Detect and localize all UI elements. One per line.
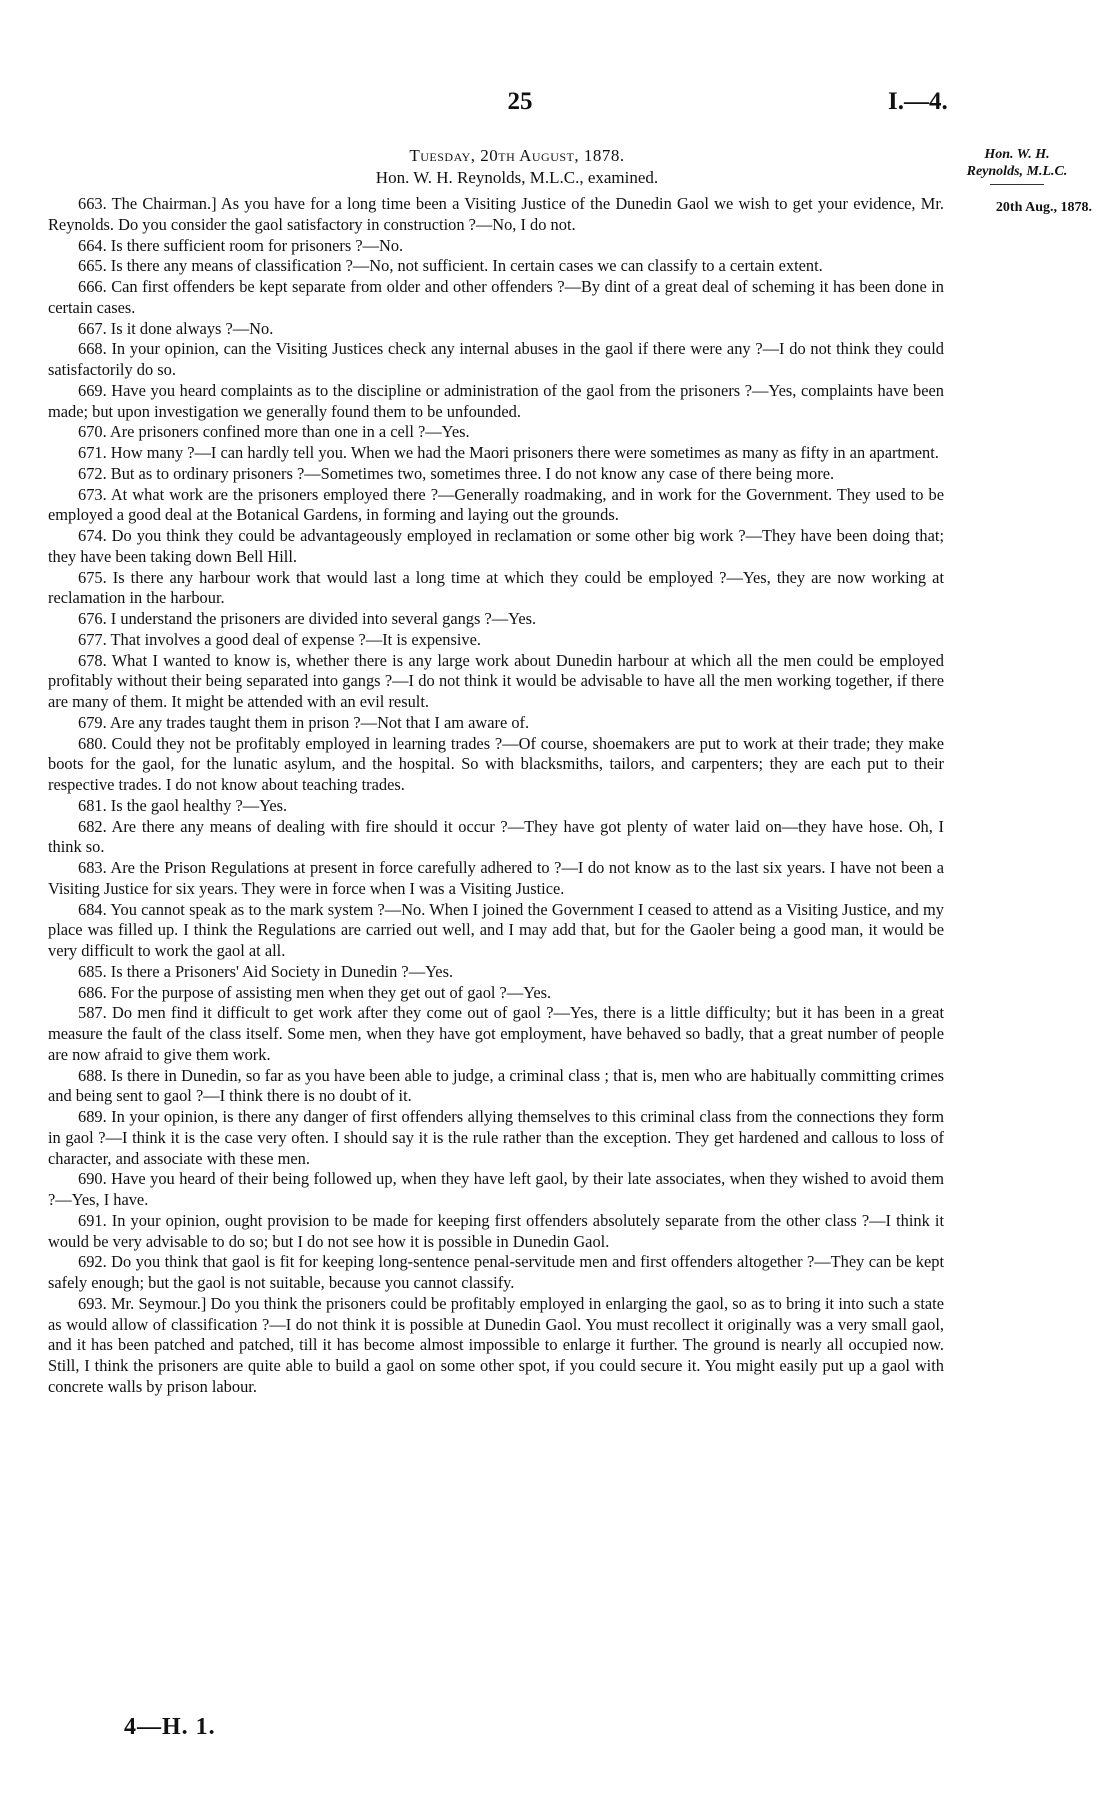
testimony-paragraph: 668. In your opinion, can the Visiting Justices check any internal abuses in the gaol if there were any ?—I do not think they could satisfactorily do so. — [48, 339, 944, 379]
testimony-body — [48, 194, 944, 1398]
margin-rule — [990, 184, 1044, 185]
witness-line: Hon. W. H. Reynolds, M.L.C., examined. — [375, 168, 659, 187]
testimony-paragraph: 693. Mr. Seymour.] Do you think the prisoners could be profitably employed in enlarging the gaol, so as to bring it into such a state as would allow of classification ?—I do not think it is possible at Dunedin Gaol. You must recollect it originally was a very small gaol, and it has been patched and patched, till it has become almost impossible to enlarge it further. The ground is nearly all occupied now. Still, I think the prisoners are quite able to build a gaol on some other spot, if you could secure it. You might easily put up a gaol with concrete walls by prison labour. — [48, 1293, 944, 1396]
testimony-paragraph: 683. Are the Prison Regulations at present in force carefully adhered to ?—I do not know as to the last six years. I have not been a Visiting Justice for six years. They were in force when I was a Visiting Justice. — [48, 858, 944, 898]
testimony-paragraph: 676. I understand the prisoners are divided into several gangs ?—Yes. — [78, 609, 537, 628]
signature-mark: 4—H. 1. — [124, 1714, 216, 1740]
testimony-paragraph: 681. Is the gaol healthy ?—Yes. — [78, 795, 288, 815]
testimony-paragraph: 682. Are there any means of dealing with fire should it occur ?—They have got plenty of water laid on—they have hose. Oh, I think so. — [48, 816, 944, 857]
testimony-paragraph: 679. Are any trades taught them in prison ?—Not that I am aware of. — [78, 712, 530, 732]
margin-name-line2: Reynolds, M.L.C. — [966, 164, 1068, 179]
testimony-paragraph: 680. Could they not be profitably employed in learning trades ?—Of course, shoemakers are put to work at their trade; they make boots for the gaol, for the lunatic asylum, and the hospital. So with blacksmiths, tailors, and carpenters; they are each put to their respective trades. I do not know about teaching trades. — [48, 733, 944, 794]
testimony-paragraph: 669. Have you heard complaints as to the discipline or administration of the gaol from the prisoners ?—Yes, complaints have been made; but upon investigation we generally found them to be unfounded. — [48, 380, 944, 421]
testimony-paragraph: 587. Do men find it difficult to get work after they come out of gaol ?—Yes, there is a little difficulty; but it has been in a great measure the fault of the class itself. Some men, when they have got employment, have behaved so badly, that a great number of people are now afraid to give them work. — [48, 1003, 944, 1064]
testimony-paragraph: 692. Do you think that gaol is fit for keeping long-sentence penal-servitude men and first offenders altogether ?—They can be kept safely enough; but the gaol is not suitable, because you cannot classify. — [48, 1252, 944, 1292]
testimony-paragraph: 690. Have you heard of their being followed up, when they have left gaol, by their late associates, when they wished to avoid them ?—Yes, I have. — [48, 1169, 944, 1209]
testimony-paragraph: 673. At what work are the prisoners employed there ?—Generally roadmaking, and in work for the Government. They used to be employed a good deal at the Botanical Gardens, in forming and laying out the grounds. — [48, 484, 944, 525]
testimony-paragraph: 674. Do you think they could be advantageously employed in reclamation or some other big work ?—They have been doing that; they have been taking down Bell Hill. — [48, 526, 944, 566]
testimony-paragraph: 685. Is there a Prisoners' Aid Society in Dunedin ?—Yes. — [78, 961, 454, 981]
testimony-paragraph: 672. But as to ordinary prisoners ?—Sometimes two, sometimes three. I do not know any case of there being more. — [78, 463, 835, 483]
testimony-paragraph: 678. What I wanted to know is, whether there is any large work about Dunedin harbour at which all the men could be employed profitably without their being separated into gangs ?—I do not think it would be advisable to have all the men working together, if there are many of them. It might be attended with an evil result. — [48, 650, 944, 711]
session-date: Tuesday, 20th August, 1878. — [409, 146, 625, 165]
document-reference: I.—4. — [888, 88, 948, 115]
testimony-paragraph: 664. Is there sufficient room for prisoners ?—No. — [78, 235, 404, 255]
page-number: 25 — [507, 88, 533, 115]
testimony-paragraph: 663. The Chairman.] As you have for a long time been a Visiting Justice of the Dunedin Gaol we wish to get your evidence, Mr. Reynolds. Do you consider the gaol satisfactory in construction ?—No, I do not. — [48, 194, 944, 234]
testimony-paragraph: 671. How many ?—I can hardly tell you. When we had the Maori prisoners there were sometimes as many as fifty in an apartment. — [78, 443, 939, 462]
testimony-paragraph: 670. Are prisoners confined more than one in a cell ?—Yes. — [78, 422, 470, 442]
testimony-paragraph: 665. Is there any means of classification ?—No, not sufficient. In certain cases we can classify to a certain extent. — [78, 256, 823, 276]
testimony-paragraph: 688. Is there in Dunedin, so far as you have been able to judge, a criminal class ; that is, men who are habitually committing crimes and being sent to gaol ?—I think there is no doubt of it. — [48, 1065, 944, 1106]
testimony-paragraph: 691. In your opinion, ought provision to be made for keeping first offenders absolutely separate from the other class ?—I think it would be very advisable to do so; but I do not see how it is possible in Dunedin Gaol. — [48, 1210, 944, 1251]
testimony-paragraph: 684. You cannot speak as to the mark system ?—No. When I joined the Government I ceased to attend as a Visiting Justice, and my place was filled up. I think the Regulations are carried out well, and I may add that, but for the Gaoler being a good man, it would be very difficult to work the gaol at all. — [48, 899, 944, 960]
testimony-paragraph: 666. Can first offenders be kept separate from older and other offenders ?—By dint of a great deal of scheming it has been done in certain cases. — [48, 277, 944, 317]
testimony-paragraph: 667. Is it done always ?—No. — [78, 318, 274, 338]
margin-name-line1: Hon. W. H. — [984, 147, 1050, 162]
testimony-paragraph: 689. In your opinion, is there any danger of first offenders allying themselves to this criminal class from the connections they form in gaol ?—I think it is the case very often. I should say it is the rule rather than the exception. They get hardened and callous to loss of character, and associate with these men. — [48, 1107, 944, 1168]
margin-date: 20th Aug., 1878. — [995, 200, 1092, 215]
testimony-paragraph: 686. For the purpose of assisting men when they get out of gaol ?—Yes. — [78, 982, 552, 1002]
testimony-paragraph: 675. Is there any harbour work that would last a long time at which they could be employed ?—Yes, they are now working at reclamation in the harbour. — [48, 567, 944, 608]
testimony-paragraph: 677. That involves a good deal of expense ?—It is expensive. — [78, 629, 481, 649]
